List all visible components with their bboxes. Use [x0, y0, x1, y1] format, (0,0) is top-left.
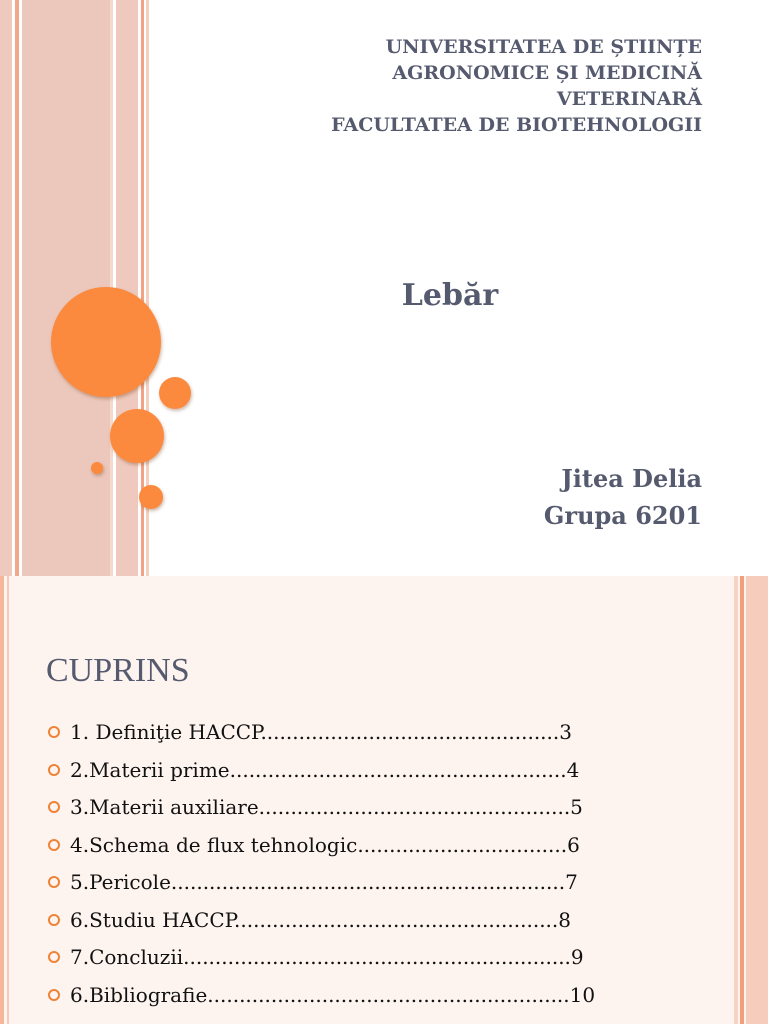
decor-circle-large [51, 287, 161, 397]
decor-stripe [0, 0, 12, 576]
toc-item [46, 827, 666, 865]
toc-item-text: 5.Pericole..............................................................7 [70, 870, 578, 894]
toc-item [46, 939, 666, 977]
bullet-icon [48, 914, 60, 926]
faculty-line: FACULTATEA DE BIOTEHNOLOGII [331, 114, 702, 136]
bullet-icon [48, 726, 60, 738]
bullet-icon [48, 876, 60, 888]
institution-line: AGRONOMICE ȘI MEDICINĂ [392, 62, 702, 84]
toc-item-text: 3.Materii auxiliare.................................................5 [70, 795, 583, 819]
bullet-icon [48, 801, 60, 813]
toc-item-text: 6.Studiu HACCP...................................................8 [70, 907, 571, 932]
toc-item [46, 864, 666, 902]
decor-circle-small [159, 377, 191, 409]
author-group: Grupa 6201 [543, 501, 702, 530]
toc-item [46, 789, 666, 827]
institution-line: VETERINARĂ [556, 88, 702, 110]
decor-stripe [746, 576, 768, 1024]
bullet-icon [48, 839, 60, 851]
contents-heading: CUPRINS [46, 652, 190, 689]
decor-circle-tiny [91, 462, 103, 474]
bullet-icon [48, 764, 60, 776]
toc-item-text: 2.Materii prime.....................................................4 [70, 757, 580, 782]
toc-item [46, 714, 666, 752]
presentation-title: Lebăr [401, 278, 499, 313]
decor-stripe [740, 576, 744, 1024]
toc-item [46, 752, 666, 790]
decor-circle-small [139, 485, 163, 509]
institution-heading [331, 34, 702, 138]
toc-item-text: 7.Concluzii.............................................................9 [70, 945, 584, 969]
toc-item-text: 6.Bibliografie.........................................................10 [70, 982, 596, 1007]
decor-stripe [734, 576, 738, 1024]
bullet-icon [48, 951, 60, 963]
contents-slide [0, 576, 768, 1024]
toc-item [46, 902, 666, 940]
table-of-contents [46, 714, 666, 1014]
decor-stripe [0, 576, 4, 1024]
decor-circle-medium [110, 409, 164, 463]
institution-line: UNIVERSITATEA DE ȘTIINȚE [385, 36, 702, 58]
author-block [544, 460, 702, 534]
toc-item-text: 4.Schema de flux tehnologic.................................6 [70, 832, 580, 857]
bullet-icon [48, 989, 60, 1001]
toc-item [46, 977, 666, 1015]
decor-stripe [7, 576, 9, 1024]
author-name: Jitea Delia [561, 464, 702, 493]
toc-item-text: 1. Definiţie HACCP...............................................3 [70, 720, 572, 744]
